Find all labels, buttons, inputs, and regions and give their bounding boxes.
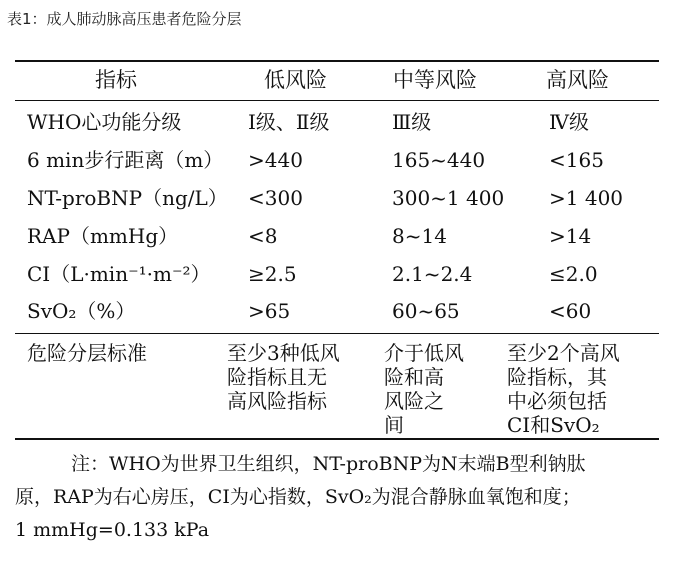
table-top-rule bbox=[15, 60, 659, 62]
note-line-2: 原，RAP为右心房压，CI为心指数，SvO₂为混合静脉血氧饱和度； bbox=[15, 486, 581, 508]
table-caption: 表1：成人肺动脉高压患者危险分层 bbox=[7, 10, 242, 28]
cell-low: <300 bbox=[248, 186, 303, 210]
cell-high: >1 400 bbox=[549, 186, 624, 210]
cell-high: <165 bbox=[549, 148, 604, 172]
header-mid-risk: 中等风险 bbox=[393, 68, 477, 92]
cell-low: >65 bbox=[248, 299, 291, 323]
cell-mid: 8~14 bbox=[392, 224, 447, 248]
note-line-3: 1 mmHg=0.133 kPa bbox=[15, 519, 210, 541]
table-mid-rule bbox=[15, 333, 659, 334]
cell-indicator: NT-proBNP（ng/L） bbox=[27, 186, 228, 210]
cell-high: <60 bbox=[549, 299, 592, 323]
risk-criteria-low: 至少3种低风 险指标且无 高风险指标 bbox=[227, 341, 340, 413]
cell-mid: 60~65 bbox=[392, 299, 460, 323]
cell-high: ≤2.0 bbox=[549, 262, 598, 286]
header-high-risk: 高风险 bbox=[546, 68, 609, 92]
cell-high: Ⅳ级 bbox=[549, 110, 589, 134]
table-header-rule bbox=[15, 100, 659, 101]
cell-mid: Ⅲ级 bbox=[392, 110, 432, 134]
cell-mid: 2.1~2.4 bbox=[392, 262, 473, 286]
risk-criteria-high: 至少2个高风 险指标，其 中必须包括 CI和SvO₂ bbox=[507, 341, 620, 437]
cell-low: <8 bbox=[248, 224, 278, 248]
cell-indicator: CI（L·min⁻¹·m⁻²） bbox=[27, 262, 211, 286]
cell-high: >14 bbox=[549, 224, 592, 248]
table-bottom-rule bbox=[15, 438, 659, 440]
risk-criteria-label: 危险分层标准 bbox=[27, 341, 147, 365]
header-low-risk: 低风险 bbox=[264, 68, 327, 92]
table-note bbox=[15, 448, 660, 547]
cell-indicator: SvO₂（%） bbox=[27, 299, 136, 323]
cell-indicator: 6 min步行距离（m） bbox=[27, 148, 224, 172]
cell-indicator: WHO心功能分级 bbox=[27, 110, 182, 134]
header-indicator: 指标 bbox=[95, 68, 137, 92]
cell-mid: 300~1 400 bbox=[392, 186, 505, 210]
risk-criteria-mid: 介于低风 险和高 风险之 间 bbox=[384, 341, 464, 437]
cell-mid: 165~440 bbox=[392, 148, 486, 172]
cell-low: Ⅰ级、Ⅱ级 bbox=[248, 110, 330, 134]
cell-indicator: RAP（mmHg） bbox=[27, 224, 179, 248]
cell-low: ≥2.5 bbox=[248, 262, 297, 286]
note-line-1: 注：WHO为世界卫生组织，NT-proBNP为N末端B型利钠肽 bbox=[71, 453, 586, 475]
cell-low: >440 bbox=[248, 148, 303, 172]
